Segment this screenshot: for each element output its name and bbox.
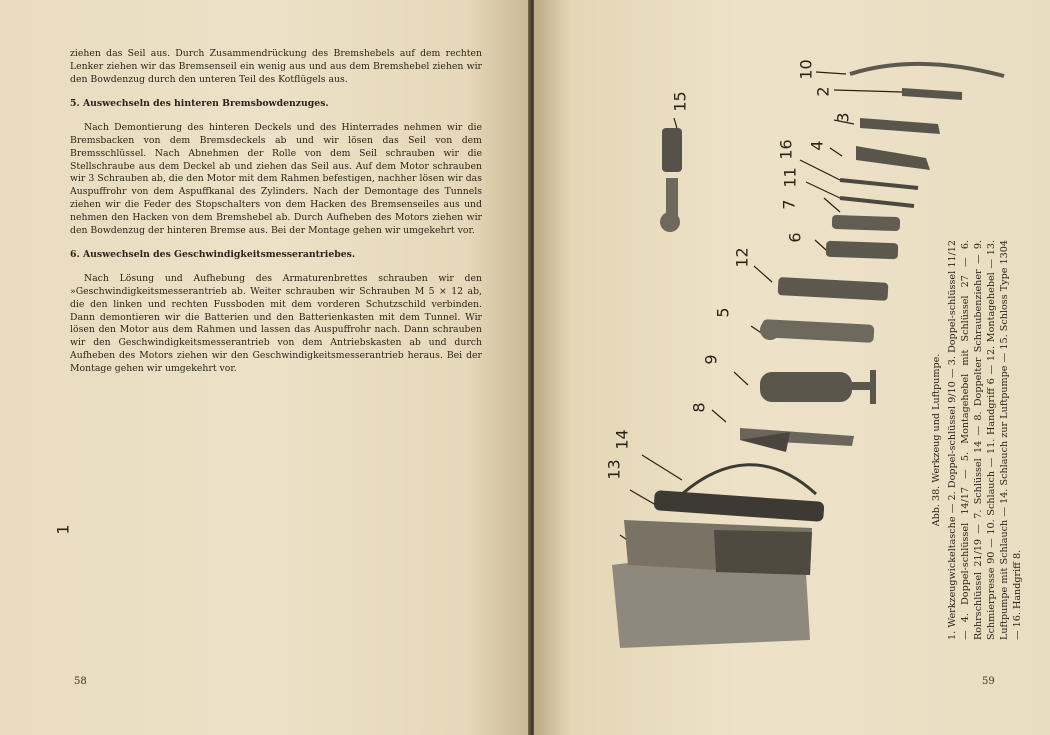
section-6-text: Nach Lösung und Aufhebung des Armaturenbrettes schrauben wir den »Geschwindigkeitsmesserantrieb ab. Weiter schrauben wir Schrauben M 5 × 12 ab, die den linken und rechten Fussboden mit dem vorderen Schutzschild verbinden. Dann demontieren wir die Batterien und den Batterienkasten mit dem Tunnel. Wir lösen den Motor aus dem Rahmen und lassen das Auspuffrohr nach. Dann schrauben wir den Geschwindigkeitsmesserantrieb von dem Antriebskasten ab und durch Aufheben des Motors ziehen wir den Geschwindigkeitsmesserantrieb heraus. Bei der Montage gehen wir umgekehrt vor. [70,273,482,374]
figure-caption [930,240,1024,640]
figure-label-16: 16 [776,139,796,160]
lock-and-key [660,128,682,232]
figure-label-4: 4 [807,140,827,151]
grease-gun [760,370,876,404]
figure-label-6: 6 [785,232,805,243]
figure-label-13: 13 [604,459,624,480]
figure-label-10: 10 [796,59,816,80]
figure-label-7: 7 [779,199,799,210]
tool-bag [612,520,812,648]
figure-label-3: 3 [833,112,853,123]
figure-label-15: 15 [670,91,690,112]
air-pump [654,465,825,522]
figure-label-9: 9 [701,354,721,365]
figure-label-14: 14 [612,429,632,450]
caption-title: Abb. 38. Werkzeug und Luftpumpe. [931,353,942,527]
section-5-title: 5. Auswechseln des hinteren Bremsbowdenzuges. [70,98,329,110]
intro-paragraph: ziehen das Seil aus. Durch Zusammendrückung des Bremshebels auf dem rechten Lenker ziehen wir das Bremsenseil ein wenig aus und aus dem Bremshebel ziehen wir den Bowdenzug durch den unteren Teil des Kotflügels aus. [70,48,482,85]
left-page-body [70,48,482,388]
pliers-screwdriver [740,428,854,452]
section-6-title: 6. Auswechseln des Geschwindigkeitsmesserantriebes. [70,249,356,261]
page-number-left: 58 [74,676,87,687]
figure-label-1: 1 [53,524,73,535]
section-5-text: Nach Demontierung des hinteren Deckels und des Hinterrades nehmen wir die Bremsbacken von dem Bremsdeckels ab und wir lösen das Seil von dem Bremsschlüssel. Nach Abnehmen der Rolle von dem Seil schrauben wir die Stellschraube aus dem Deckel ab und ziehen das Seil aus. Auf dem Motor schrauben wir 3 Schrauben ab, die den Motor mit dem Rahmen befestigen, nachher lösen wir das Auspuffrohr von dem Aspuffkanal des Zylinders. Nach der Demontage des Tunnels ziehen wir die Feder des Stopschalters von dem Hacken des Bremsenseiles aus und nehmen den Hacken von dem Bremshebel ab. Durch Aufheben des Motors ziehen wir den Bowdenzug der hinteren Bremse aus. Bei der Montage gehen wir umgekehrt vor. [70,122,482,236]
figure-label-5: 5 [713,307,733,318]
page-number-right: 59 [982,676,995,687]
figure-label-11: 11 [780,167,800,188]
figure-label-12: 12 [732,247,752,268]
figure-label-2: 2 [813,86,833,97]
caption-text: 1. Werkzeugwickeltasche — 2. Doppel-schlüssel 9/10 — 3. Doppel-schlüssel 11/12 — 4. Doppel-schlüssel 14/17 — 5. Montagehebel mit Schlüssel 27 — 6. Rohrschlüssel 21/19 — 7. Schlüssel 14 — 8. Doppelter Schraubenzieher — 9. Schmierpresse 90 — 10. Schlauch — 11. Handgriff 6 — 12. Montagehebel — 13. Luftpumpe mit Schlauch — 14. Schlauch zur Luftpumpe — 15. Schloss Type 1304 — 16. Handgriff 8. [947,240,1023,640]
figure-label-8: 8 [689,402,709,413]
